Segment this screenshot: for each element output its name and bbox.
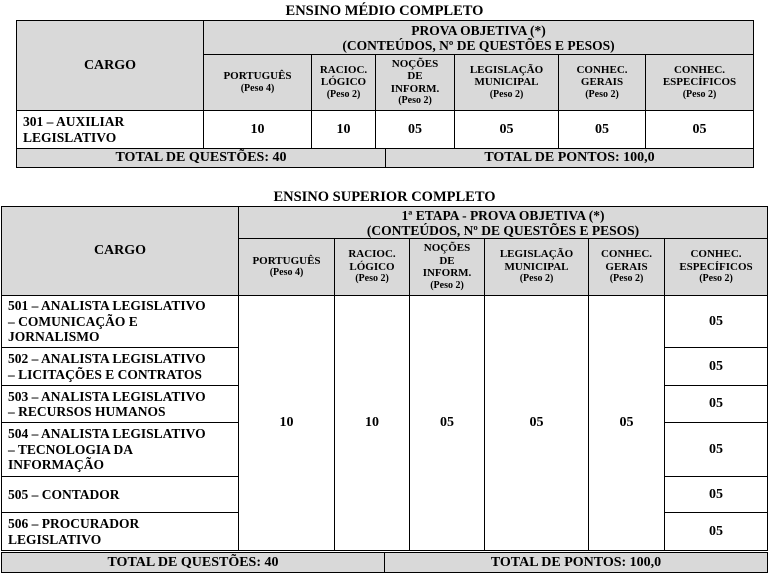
medio-value: 05 [559,111,646,149]
cargo-line: 505 – CONTADOR [8,486,120,502]
col-peso: (Peso 2) [398,95,432,106]
col-peso: (Peso 2) [609,273,644,285]
superior-group-header [239,207,768,239]
col-label: DE [407,70,423,82]
superior-totals [1,552,768,573]
col-label: NOÇÕES [391,57,439,70]
medio-value: 05 [376,111,455,149]
medio-row-cargo [17,111,204,149]
cargo-line: INFORMAÇÃO [8,457,104,473]
col-peso: (Peso 2) [682,88,717,100]
medio-col-portugues [204,55,312,111]
col-label: NOÇÕES [423,242,471,254]
medio-value: 10 [312,111,376,149]
medio-group-line1: PROVA OBJETIVA (*) [411,22,546,38]
cargo-line: JORNALISMO [8,329,100,345]
col-label: RACIOC. [319,63,368,76]
col-peso: (Peso 2) [699,273,733,285]
col-label: MUNICIPAL [504,260,569,273]
cargo-line: 504 – ANALISTA LEGISLATIVO [8,426,206,442]
col-peso: (Peso 4) [269,267,304,278]
superior-cargo-header: CARGO [2,207,239,296]
col-peso: (Peso 2) [430,279,464,291]
col-label: CONHEC. [690,248,742,261]
medio-col-raciocinio [312,55,376,111]
col-peso: (Peso 4) [240,82,275,94]
medio-table [16,20,754,149]
medio-col-gerais [559,55,646,111]
superior-esp-value: 05 [665,423,768,477]
col-label: DE [439,254,455,267]
superior-table [1,206,768,551]
col-label: ESPECÍFICOS [679,260,753,273]
medio-section-title: ENSINO MÉDIO COMPLETO [285,3,484,19]
col-label: GERAIS [580,76,624,89]
col-label: PORTUGUÊS [223,70,292,82]
col-label: ESPECÍFICOS [662,76,737,89]
medio-cargo-header: CARGO [17,21,204,111]
medio-value: 05 [455,111,559,149]
cargo-line: – RECURSOS HUMANOS [8,404,166,419]
superior-esp-value: 05 [665,348,768,386]
superior-row-cargo [2,423,239,477]
cargo-line: 506 – PROCURADOR [8,516,140,531]
superior-col-especificos [665,239,768,296]
cargo-line: – COMUNICAÇÃO E [8,313,138,329]
superior-esp-value: 05 [665,513,768,551]
col-label: CONHEC. [600,248,653,261]
cargo-line: LEGISLATIVO [8,531,102,547]
superior-esp-value: 05 [665,296,768,348]
col-label: PORTUGUÊS [252,254,321,267]
col-label: CONHEC. [576,63,628,76]
medio-totals [16,148,754,168]
medio-total-questoes: TOTAL DE QUESTÕES: 40 [17,149,386,168]
cargo-line: 502 – ANALISTA LEGISLATIVO [8,351,206,366]
cargo-line: 501 – ANALISTA LEGISLATIVO [8,298,206,314]
medio-col-nocoes [376,55,455,111]
col-peso: (Peso 2) [326,88,361,100]
col-label: LÓGICO [349,260,395,273]
col-label: CONHEC. [673,63,726,76]
superior-row-cargo [2,296,239,348]
col-label: MUNICIPAL [474,76,539,89]
superior-shared-value: 05 [485,296,589,551]
superior-col-portugues [239,239,335,296]
col-label: LEGISLAÇÃO [469,63,544,76]
superior-section-title: ENSINO SUPERIOR COMPLETO [273,189,496,205]
superior-shared-value: 10 [335,296,410,551]
superior-row-cargo [2,513,239,551]
superior-group-line2: (CONTEÚDOS, Nº DE QUESTÕES E PESOS) [366,222,640,238]
superior-total-questoes: TOTAL DE QUESTÕES: 40 [2,553,385,573]
superior-shared-value: 05 [589,296,665,551]
medio-value: 10 [204,111,312,149]
col-label: INFORM. [390,82,440,95]
col-peso: (Peso 2) [519,273,554,285]
medio-total-pontos: TOTAL DE PONTOS: 100,0 [386,149,754,168]
col-label: RACIOC. [348,248,396,261]
col-label: LEGISLAÇÃO [499,248,574,261]
col-label: LÓGICO [320,76,367,89]
cargo-line: – LICITAÇÕES E CONTRATOS [8,366,202,382]
superior-col-nocoes [410,239,485,296]
superior-shared-value: 05 [410,296,485,551]
col-peso: (Peso 2) [489,88,524,100]
col-label: INFORM. [422,267,472,279]
superior-row-cargo [2,477,239,513]
superior-esp-value: 05 [665,386,768,423]
superior-group-line1: 1ª ETAPA - PROVA OBJETIVA (*) [401,207,605,223]
cargo-line: LEGISLATIVO [23,129,117,145]
superior-esp-value: 05 [665,477,768,513]
superior-col-raciocinio [335,239,410,296]
medio-group-line2: (CONTEÚDOS, Nº DE QUESTÕES E PESOS) [342,37,615,53]
col-peso: (Peso 2) [585,88,619,100]
medio-value: 05 [646,111,754,149]
col-label: GERAIS [605,260,648,273]
superior-col-legislacao [485,239,589,296]
superior-row-cargo [2,348,239,386]
superior-row-cargo [2,386,239,423]
superior-col-gerais [589,239,665,296]
cargo-line: 301 – AUXILIAR [23,114,125,129]
superior-shared-value: 10 [239,296,335,551]
medio-group-header [204,21,754,55]
col-peso: (Peso 2) [355,273,389,285]
medio-col-especificos [646,55,754,111]
cargo-line: – TECNOLOGIA DA [8,441,134,457]
superior-total-pontos: TOTAL DE PONTOS: 100,0 [385,553,768,573]
cargo-line: 503 – ANALISTA LEGISLATIVO [8,388,206,404]
medio-col-legislacao [455,55,559,111]
